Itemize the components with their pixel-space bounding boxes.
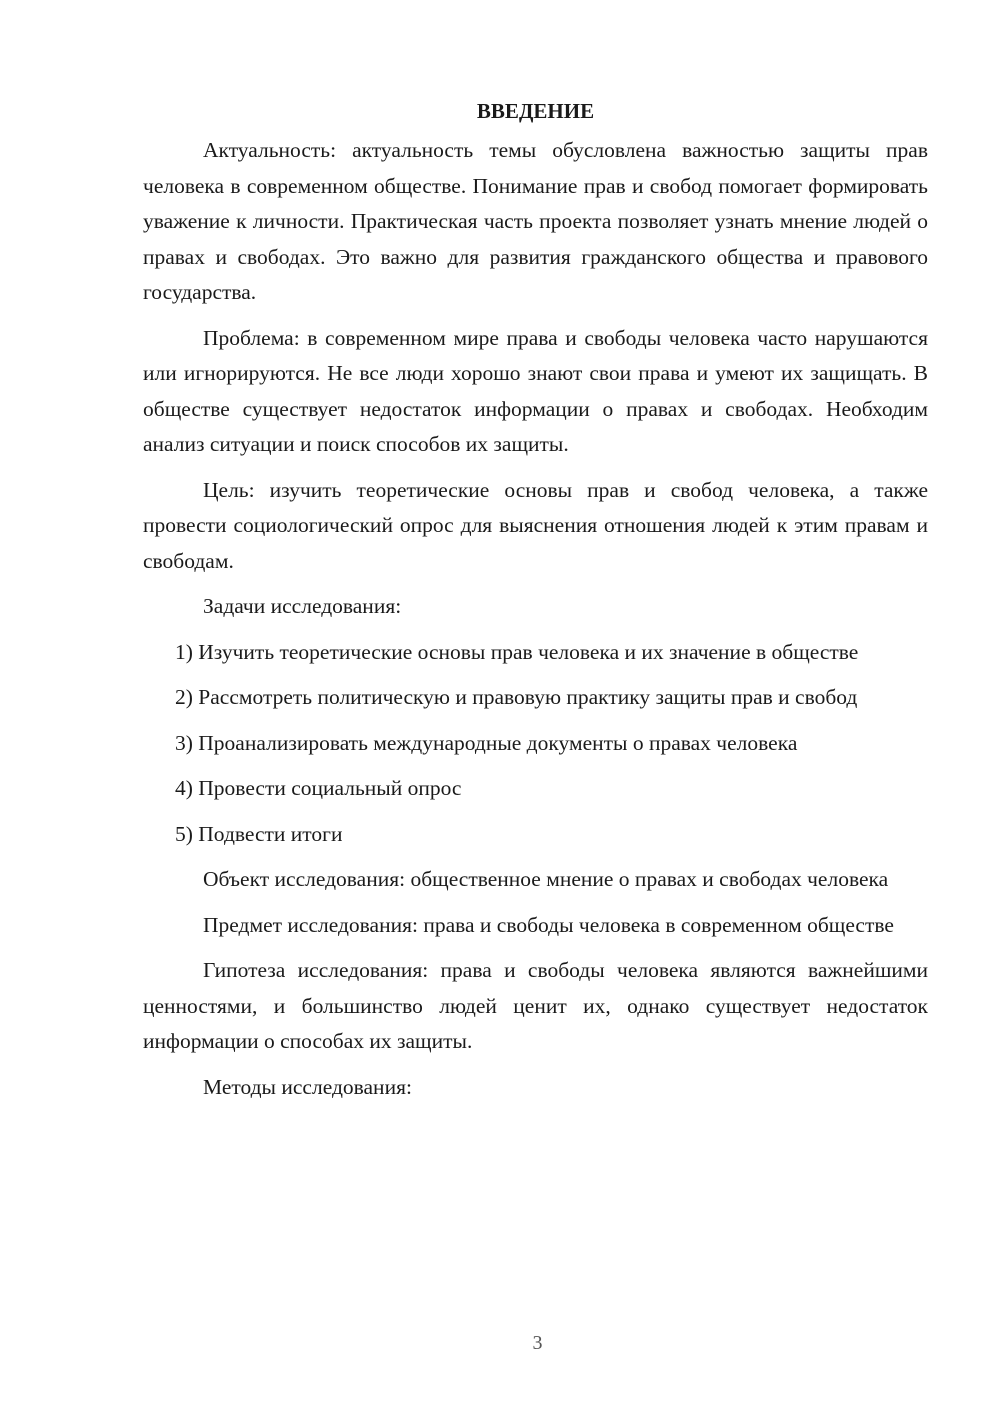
subject-paragraph: Предмет исследования: права и свободы человека в современном обществе	[203, 912, 894, 937]
tasks-heading: Задачи исследования:	[203, 594, 402, 618]
goal-paragraph: Цель: изучить теоретические основы прав и свобод человека, а также провести социологический опрос для выяснения отношения людей к этим правам и свободам.	[143, 477, 928, 573]
task-item-5: 5) Подвести итоги	[175, 821, 343, 846]
task-item-3: 3) Проанализировать международные документы о правах человека	[175, 730, 798, 755]
object-paragraph: Объект исследования: общественное мнение о правах и свободах человека	[203, 867, 889, 891]
methods-heading: Методы исследования:	[203, 1074, 412, 1099]
document-body	[143, 92, 928, 1115]
page-number: 3	[532, 1332, 543, 1354]
problem-paragraph: Проблема: в современном мире права и свободы человека часто нарушаются или игнорируются. Не все люди хорошо знают свои права и умеют их защищать. В обществе существует недостаток информации о правах и свободах. Необходим анализ ситуации и поиск способов их защиты.	[143, 325, 928, 456]
task-item-2: 2) Рассмотреть политическую и правовую практику защиты прав и свобод	[175, 685, 858, 709]
task-item-4: 4) Провести социальный опрос	[175, 776, 462, 800]
relevance-paragraph: Актуальность: актуальность темы обусловлена важностью защиты прав человека в современном обществе. Понимание прав и свобод помогает формировать уважение к личности. Практическая часть проекта позволяет узнать мнение людей о правах и свободах. Это важно для развития гражданского общества и правового государства.	[143, 138, 928, 304]
hypothesis-paragraph: Гипотеза исследования: права и свободы человека являются важнейшими ценностями, и большинство людей ценит их, однако существует недостаток информации о способах их защиты.	[143, 958, 928, 1053]
page-title: ВВЕДЕНИЕ	[476, 99, 595, 123]
task-item-1: 1) Изучить теоретические основы прав человека и их значение в обществе	[175, 639, 859, 664]
